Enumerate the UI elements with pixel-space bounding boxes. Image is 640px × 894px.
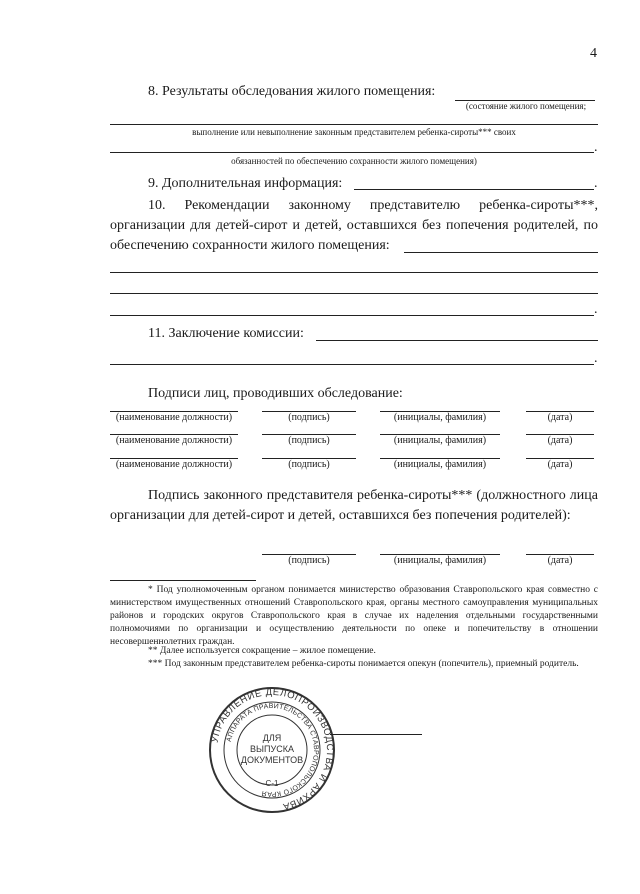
stamp-center-line-3: ДОКУМЕНТОВ	[240, 755, 304, 765]
stamp-center-line-1: ДЛЯ	[262, 733, 282, 743]
section-8-line-2	[110, 124, 598, 125]
sig-row-3-signature: (подпись)	[288, 459, 330, 470]
official-stamp	[208, 686, 336, 814]
legal-rep-signature: (подпись)	[288, 555, 330, 566]
stamp-inner-text: АППАРАТА ПРАВИТЕЛЬСТВА СТАВРОПОЛЬСКОГО КРАЯ	[225, 702, 320, 798]
section-10-line-4	[110, 315, 594, 316]
section-10-line-1	[404, 252, 598, 253]
section-10-line-3	[110, 293, 598, 294]
section-11-title: 11. Заключение комиссии:	[148, 326, 304, 341]
section-11-line-2	[110, 364, 594, 365]
section-11-line-1	[316, 340, 598, 341]
section-9-line	[354, 189, 594, 190]
footnote-2: ** Далее используется сокращение – жилое помещение.	[148, 646, 376, 656]
legal-rep-date: (дата)	[547, 555, 573, 566]
stamp-outer-text: УПРАВЛЕНИЕ ДЕЛОПРОИЗВОДСТВА И АРХИВА	[209, 686, 336, 812]
sig-row-3-date: (дата)	[547, 459, 573, 470]
section-9-title: 9. Дополнительная информация:	[148, 176, 343, 191]
sig-row-1-date: (дата)	[547, 412, 573, 423]
page-number: 4	[590, 46, 597, 61]
footnote-3: *** Под законным представителем ребенка-сироты понимается опекун (попечитель), приемный родитель.	[148, 659, 579, 669]
sig-row-1-name: (инициалы, фамилия)	[393, 412, 487, 423]
sig-row-1-position: (наименование должности)	[115, 412, 233, 423]
sig-row-3-name: (инициалы, фамилия)	[393, 459, 487, 470]
sig-row-3-position: (наименование должности)	[115, 459, 233, 470]
section-8-title: 8. Результаты обследования жилого помещения:	[148, 84, 436, 99]
section-8-caption-condition: (состояние жилого помещения;	[465, 101, 587, 111]
stamp-code: С-1	[265, 779, 279, 788]
sig-row-1-signature: (подпись)	[288, 412, 330, 423]
sig-row-2-name: (инициалы, фамилия)	[393, 435, 487, 446]
legal-rep-text: Подпись законного представителя ребенка-сироты*** (должностного лица организации для детей-сирот и детей, оставшихся без попечения родителей):	[110, 488, 598, 523]
section-10-end-dot: .	[594, 302, 598, 317]
stamp-signature-line	[330, 734, 422, 735]
section-8-caption-duties: обязанностей по обеспечению сохранности жилого помещения)	[231, 156, 477, 166]
section-8-caption-fulfillment: выполнение или невыполнение законным представителем ребенка-сироты*** своих	[192, 127, 516, 137]
sig-row-2-date: (дата)	[547, 435, 573, 446]
section-10-line-2	[110, 272, 598, 273]
footnote-separator	[110, 580, 256, 581]
sig-row-2-position: (наименование должности)	[115, 435, 233, 446]
footnote-1: * Под уполномоченным органом понимается министерство образования Ставропольского края совместно с министерством имущественных отношений Ставропольского края, органы местного самоуправления муниципальных районов и городских округов Ставропольского края в случае их наделения отдельными государственными полномочиями по организации и осуществлению деятельности по опеке и попечительству в отношении несовершеннолетних граждан.	[110, 585, 598, 647]
section-11-end-dot: .	[594, 351, 598, 366]
section-9-end-dot: .	[594, 176, 598, 191]
legal-rep-name: (инициалы, фамилия)	[393, 555, 487, 566]
stamp-center-line-2: ВЫПУСКА	[250, 744, 294, 754]
signatures-heading: Подписи лиц, проводивших обследование:	[148, 386, 403, 401]
sig-row-2-signature: (подпись)	[288, 435, 330, 446]
section-10-text: 10. Рекомендации законному представителю ребенка-сироты***, организации для детей-сирот и детей, оставшихся без попечения родителей, по обеспечению сохранности жилого помещения:	[110, 198, 598, 253]
section-8-line-3	[110, 152, 594, 153]
section-8-end-dot: .	[594, 140, 598, 155]
